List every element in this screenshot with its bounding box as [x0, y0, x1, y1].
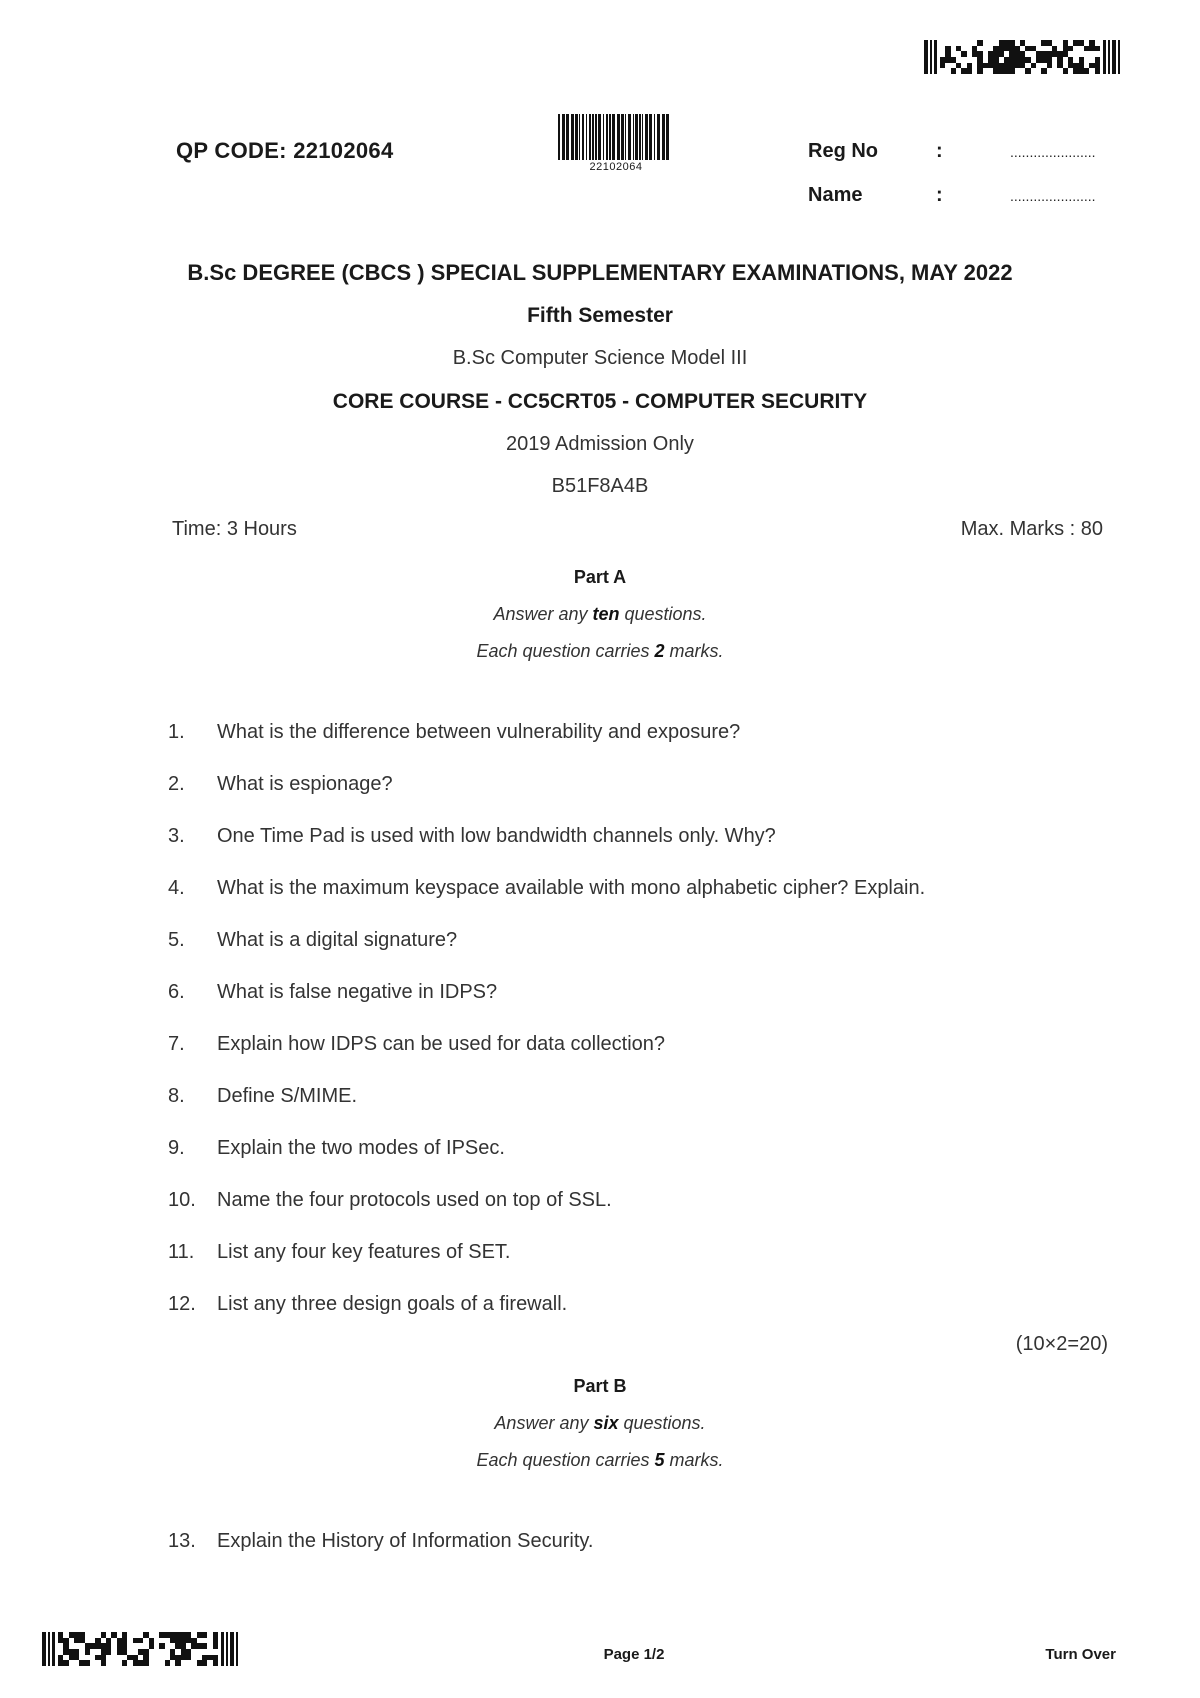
part-b-instruction-2: [0, 1450, 1200, 1471]
barcode-bar: [589, 114, 591, 160]
question-number: 7.: [168, 1033, 185, 1055]
barcode-bar: [595, 114, 597, 160]
part-a-title: Part A: [573, 567, 627, 587]
page-number: Page 1/2: [603, 1646, 665, 1663]
qp-linear-barcode: [558, 114, 674, 160]
exam-title: B.Sc DEGREE (CBCS ) SPECIAL SUPPLEMENTARY EXAMINATIONS, MAY 2022: [187, 260, 1013, 285]
barcode-bar: [642, 114, 643, 160]
question-text: List any three design goals of a firewall.: [217, 1293, 568, 1315]
top-barcode-matrix: [940, 40, 1100, 74]
barcode-bar: [579, 114, 580, 160]
question-number: 13.: [168, 1530, 196, 1552]
part-a-instr1-count: ten: [592, 604, 620, 624]
question-number: 2.: [168, 773, 185, 795]
barcode-bar: [598, 114, 601, 160]
question-number: 6.: [168, 981, 185, 1003]
barcode-bar: [639, 114, 641, 160]
name-colon: :: [936, 184, 943, 206]
question-text: What is a digital signature?: [217, 929, 458, 951]
question-text: What is espionage?: [217, 773, 393, 795]
question-text: What is the difference between vulnerability and exposure?: [217, 721, 741, 743]
barcode-number: 22102064: [589, 161, 643, 173]
question-text: One Time Pad is used with low bandwidth channels only. Why?: [217, 825, 776, 847]
paper-code: B51F8A4B: [551, 475, 649, 497]
question-text: Explain how IDPS can be used for data collection?: [217, 1033, 666, 1055]
exam-duration: Time: 3 Hours: [172, 518, 297, 540]
question-text: Explain the two modes of IPSec.: [217, 1137, 505, 1159]
barcode-bar: [566, 114, 569, 160]
question-text: Define S/MIME.: [217, 1085, 358, 1107]
question-number: 12.: [168, 1293, 196, 1315]
barcode-bar: [606, 114, 608, 160]
barcode-bar: [628, 114, 631, 160]
part-a-instr1-post: questions.: [619, 604, 707, 624]
barcode-bar: [649, 114, 652, 160]
question-text: What is false negative in IDPS?: [217, 981, 498, 1003]
course-title: CORE COURSE - CC5CRT05 - COMPUTER SECURITY: [332, 390, 868, 413]
question-number: 5.: [168, 929, 185, 951]
question-number: 10.: [168, 1189, 196, 1211]
barcode-bar: [617, 114, 620, 160]
top-right-barcode: [924, 40, 1128, 74]
barcode-bar: [558, 114, 560, 160]
top-barcode-right-bars: [1103, 40, 1120, 74]
part-b-instr2-post: marks.: [664, 1450, 724, 1470]
part-a-instr1-pre: Answer any: [493, 604, 593, 624]
question-number: 11.: [168, 1241, 195, 1263]
barcode-bar: [571, 114, 574, 160]
question-text: What is the maximum keyspace available with mono alphabetic cipher? Explain.: [217, 877, 926, 899]
barcode-bar: [621, 114, 624, 160]
question-text: Explain the History of Information Security.: [217, 1530, 594, 1552]
barcode-bar: [635, 114, 638, 160]
reg-no-colon: :: [936, 140, 943, 162]
barcode-bar: [612, 114, 615, 160]
barcode-bar: [575, 114, 578, 160]
barcode-bar: [609, 114, 611, 160]
barcode-bar: [562, 114, 565, 160]
barcode-bar: [582, 114, 584, 160]
barcode-cell: [1095, 68, 1100, 74]
barcode-bar: [586, 114, 587, 160]
barcode-bar: [645, 114, 648, 160]
barcode-bar: [603, 114, 604, 160]
question-number: 1.: [168, 721, 185, 743]
part-a-instr2-post: marks.: [664, 641, 724, 661]
part-b-instr2-pre: Each question carries: [476, 1450, 655, 1470]
programme: B.Sc Computer Science Model III: [452, 347, 748, 369]
top-barcode-left-bars: [924, 40, 940, 74]
name-label: Name: [808, 184, 863, 206]
barcode-bar: [592, 114, 594, 160]
qp-code: QP CODE: 22102064: [176, 138, 394, 163]
question-number: 9.: [168, 1137, 185, 1159]
barcode-bar: [654, 114, 655, 160]
part-b-instr1-post: questions.: [618, 1413, 706, 1433]
semester: Fifth Semester: [527, 304, 673, 327]
admission-note: 2019 Admission Only: [506, 433, 694, 455]
turn-over-label: Turn Over: [1045, 1646, 1116, 1663]
barcode-bar: [666, 114, 669, 160]
reg-no-blank: ......................: [1010, 144, 1096, 160]
question-number: 4.: [168, 877, 185, 899]
barcode-bar: [657, 114, 660, 160]
part-a-total: (10×2=20): [1015, 1333, 1108, 1355]
question-text: List any four key features of SET.: [217, 1241, 511, 1263]
question-number: 3.: [168, 825, 185, 847]
part-a-instr2-marks: 2: [654, 641, 665, 661]
barcode-bar: [633, 114, 634, 160]
part-b-instr1-pre: Answer any: [494, 1413, 594, 1433]
name-blank: ......................: [1010, 188, 1096, 204]
part-b-title: Part B: [573, 1376, 627, 1396]
reg-no-label: Reg No: [808, 140, 878, 162]
part-a-instr2-pre: Each question carries: [476, 641, 655, 661]
part-a-instruction-2: [0, 641, 1200, 662]
part-b-instr2-marks: 5: [654, 1450, 665, 1470]
part-b-instruction-1: [0, 1413, 1200, 1434]
barcode-bar: [625, 114, 626, 160]
max-marks: Max. Marks : 80: [960, 518, 1103, 540]
part-b-instr1-count: six: [593, 1413, 619, 1433]
question-number: 8.: [168, 1085, 185, 1107]
barcode-bar: [662, 114, 665, 160]
question-text: Name the four protocols used on top of SSL.: [217, 1189, 612, 1211]
part-a-instruction-1: [0, 604, 1200, 625]
